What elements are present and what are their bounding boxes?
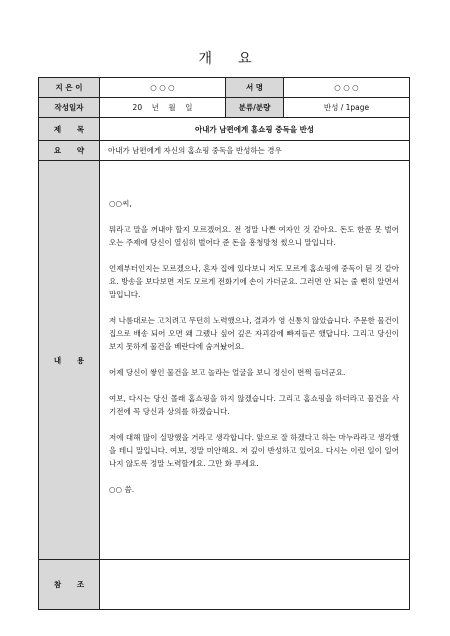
content-paragraph: ○○씨, <box>109 199 132 208</box>
reference-label: 참 조 <box>39 560 100 610</box>
summary-label: 요 약 <box>39 141 100 161</box>
date-row <box>39 98 410 118</box>
content-paragraph: 어제 당신이 쌓인 물건을 보고 놀라는 얼굴을 보니 정신이 번쩍 들더군요. <box>109 368 346 377</box>
summary-row <box>39 141 410 161</box>
author-label: 지 은 이 <box>39 78 100 98</box>
date-value: 20 년 월 일 <box>100 98 226 118</box>
summary-value: 아내가 남편에게 자신의 홈쇼핑 중독을 반성하는 경우 <box>100 141 410 161</box>
category-label: 분류/분량 <box>226 98 284 118</box>
reference-row <box>39 560 410 610</box>
signature-label: 서 명 <box>226 78 284 98</box>
content-label: 내 용 <box>39 161 100 560</box>
reference-value <box>100 560 410 610</box>
content-paragraph: 뭐라고 말을 꺼내야 할지 모르겠어요. 전 정말 나쁜 여자인 것 같아요. 돈도 한푼 못 벌어 오는 주제에 당신이 열심히 벌어다 준 돈을 흥청망청 썼으니 말입니다. <box>109 225 399 247</box>
author-row <box>39 78 410 98</box>
subject-label: 제 목 <box>39 118 100 141</box>
author-value: ○ ○ ○ <box>100 78 226 98</box>
content-paragraph: ○○ 씀. <box>109 485 135 494</box>
content-paragraph: 저에 대해 많이 실망했을 거라고 생각합니다. 앞으로 잘 하겠다고 하는 마누라라고 생각했을 테니 말입니다. 여보, 정말 미안해요. 저 깊이 반성하고 있어요. 다시는 이런 일이 일어나지 않도록 정말 노력할게요. 그만 화 푸세요. <box>109 433 399 468</box>
summary-form-table <box>38 77 410 610</box>
content-paragraph: 저 나름대로는 고치려고 무던히 노력했으나, 결과가 영 신통치 않았습니다. 주문한 물건이 집으로 배송 되어 오면 왜 그랬나 싶어 깊은 자괴감에 빠져들곤 했답니다. 그리고 당신이 보지 못하게 물건을 베란다에 숨겨놨어요. <box>109 316 399 351</box>
content-paragraph: 언제부터인지는 모르겠으나, 혼자 집에 있다보니 저도 모르게 홈쇼핑에 중독이 된 것 같아요. 방송을 보다보면 저도 모르게 전화기에 손이 가더군요. 그러면 안 되는 줄 뻔히 알면서 말입니다. <box>109 264 399 299</box>
content-row <box>39 161 410 560</box>
content-paragraph: 여보, 다시는 당신 몰래 홈쇼핑을 하지 않겠습니다. 그리고 홈쇼핑을 하더라고 물건을 사기전에 꼭 당신과 상의를 하겠습니다. <box>109 394 399 416</box>
document-title-char-1: 개 <box>198 51 212 67</box>
category-value: 반성 / 1page <box>284 98 410 118</box>
subject-row <box>39 118 410 141</box>
signature-value: ○ ○ ○ <box>284 78 410 98</box>
content-body <box>100 161 410 560</box>
subject-value: 아내가 남편에게 홈쇼핑 중독을 반성 <box>100 118 410 141</box>
document-title-char-2: 요 <box>238 51 252 67</box>
document-title <box>0 48 450 68</box>
date-label: 작성일자 <box>39 98 100 118</box>
